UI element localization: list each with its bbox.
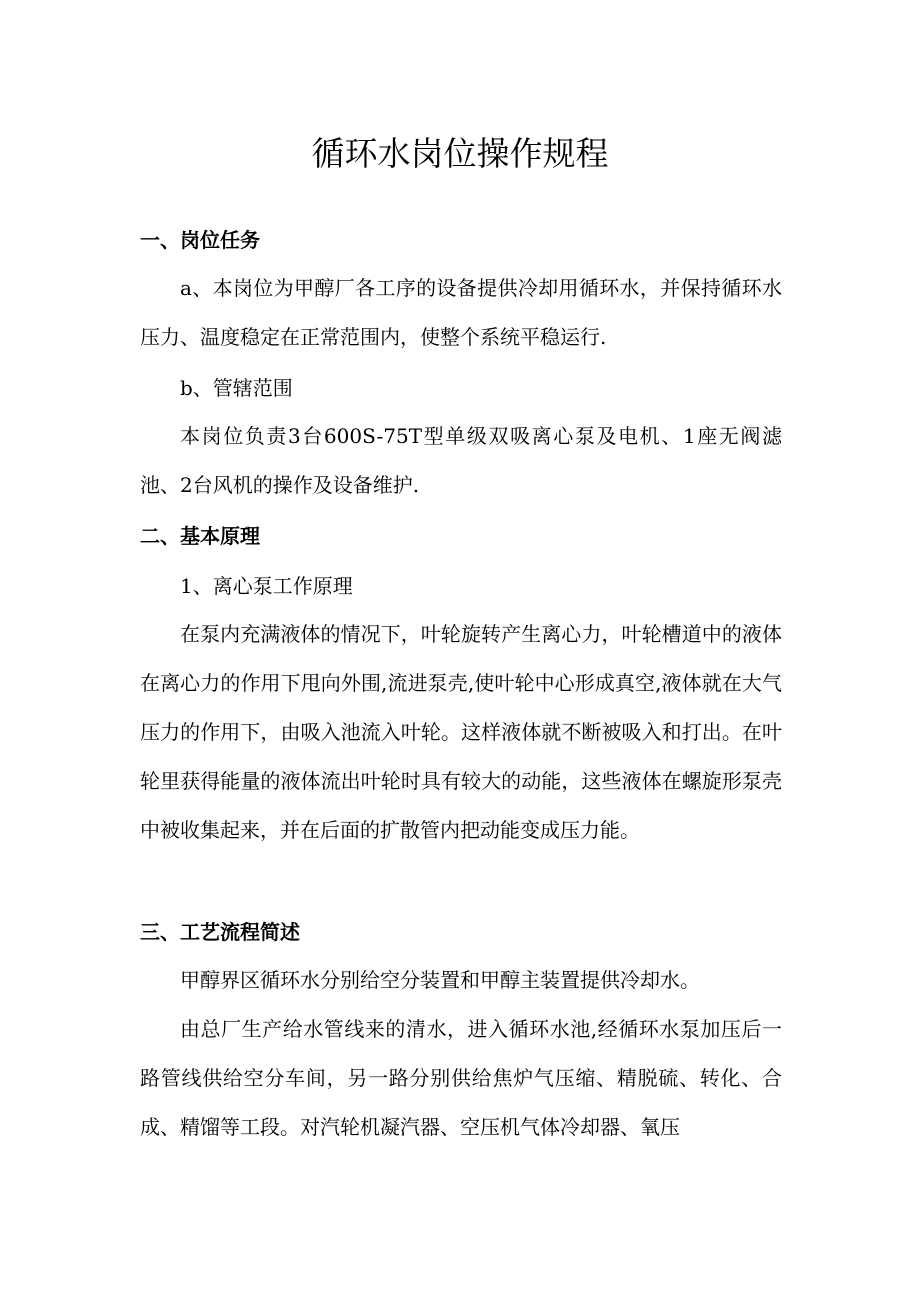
document-title: 循环水岗位操作规程 bbox=[311, 134, 609, 173]
paragraph-2a: 1、离心泵工作原理 bbox=[180, 574, 353, 598]
section-heading-3: 三、工艺流程简述 bbox=[140, 920, 300, 944]
paragraph-1a: a、本岗位为甲醇厂各工序的设备提供冷却用循环水，并保持循环水压力、温度稳定在正常范围内，使整个系统平稳运行. bbox=[140, 276, 782, 349]
paragraph-1b: b、管辖范围 bbox=[180, 376, 293, 400]
paragraph-3b: 由总厂生产给水管线来的清水，进入循环水池,经循环水泵加压后一路管线供给空分车间，另一路分别供给焦炉气压缩、精脱硫、转化、合成、精馏等工段。对汽轮机凝汽器、空压机气体冷却器、氧压 bbox=[140, 1017, 782, 1139]
section-heading-1: 一、岗位任务 bbox=[140, 228, 260, 252]
paragraph-3a: 甲醇界区循环水分别给空分装置和甲醇主装置提供冷却水。 bbox=[180, 968, 700, 992]
paragraph-2b: 在泵内充满液体的情况下，叶轮旋转产生离心力，叶轮槽道中的液体在离心力的作用下甩向外围,流进泵壳,使叶轮中心形成真空,液体就在大气压力的作用下，由吸入池流入叶轮。这样液体就不断被吸入和打出。在叶轮里获得能量的液体流出叶轮时具有较大的动能，这些液体在螺旋形泵壳中被收集起来，并在后面的扩散管内把动能变成压力能。 bbox=[140, 622, 782, 842]
section-heading-2: 二、基本原理 bbox=[140, 524, 260, 548]
paragraph-1c: 本岗位负责3台600S-75T型单级双吸离心泵及电机、1座无阀滤池、2台风机的操作及设备维护. bbox=[140, 424, 782, 497]
